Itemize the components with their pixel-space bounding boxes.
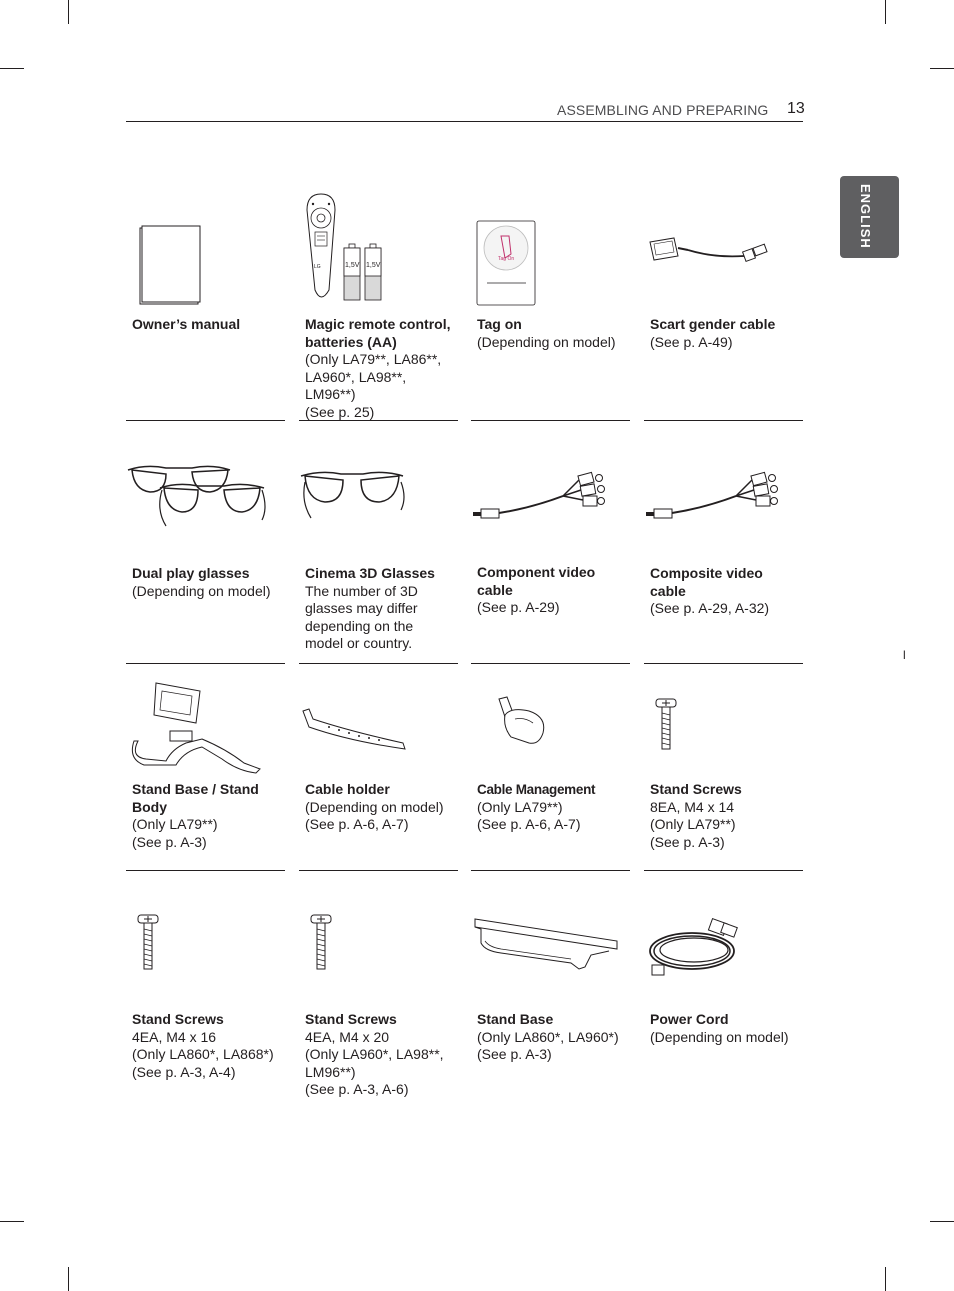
row-divider <box>644 870 803 871</box>
item-dual-play-glasses <box>126 440 284 663</box>
row-divider <box>471 663 630 664</box>
item-owners-manual <box>126 180 284 420</box>
item-component-video-cable <box>471 440 629 663</box>
item-stand-screws-m4x16 <box>126 905 284 1105</box>
svg-text:LG: LG <box>314 264 321 270</box>
cable-holder-icon <box>299 705 414 755</box>
row-divider <box>299 870 458 871</box>
cable-management-icon <box>471 693 556 753</box>
section-title: ASSEMBLING AND PREPARING <box>557 102 769 118</box>
item-note: The number of 3D glasses may differ depending on the model or country. <box>305 582 418 652</box>
item-composite-video-cable <box>644 440 802 663</box>
scart-cable-icon <box>644 230 774 275</box>
item-note: (Only LA79**) (See p. A-6, A-7) <box>477 798 581 833</box>
item-tag-on <box>471 180 629 420</box>
item-note: (Depending on model) <box>477 333 616 350</box>
stand-base-icon <box>471 915 621 975</box>
item-name: Tag on <box>477 316 522 332</box>
item-note: (See p. A-29, A-32) <box>650 600 770 617</box>
page-number: 13 <box>787 100 805 117</box>
row-divider <box>471 420 630 421</box>
item-name: Stand Base / Stand Body <box>132 781 259 815</box>
item-name: Power Cord <box>650 1011 729 1027</box>
item-name: Cable Management <box>477 782 596 797</box>
item-name: Owner’s manual <box>132 316 241 332</box>
item-note: (Depending on model) <box>650 1028 789 1045</box>
row-divider <box>471 870 630 871</box>
crop-mark <box>68 1267 69 1291</box>
power-cord-icon <box>644 913 744 981</box>
item-note: (See p. A-29) <box>477 599 560 616</box>
item-name: Component video cable <box>477 564 596 598</box>
battery-label: 1,5V <box>366 262 381 269</box>
crop-mark <box>0 68 24 69</box>
item-name: Stand Base <box>477 1011 554 1027</box>
item-name: Dual play glasses <box>132 565 250 581</box>
item-name: Stand Screws <box>305 1011 397 1027</box>
screw-icon <box>307 913 337 971</box>
item-cinema-3d-glasses <box>299 440 457 663</box>
item-scart-cable <box>644 180 802 420</box>
crop-mark <box>885 1267 886 1291</box>
row-divider <box>126 420 285 421</box>
composite-cable-icon <box>644 468 784 523</box>
stand-base-body-icon <box>126 679 266 774</box>
item-magic-remote <box>299 180 457 420</box>
manual-icon <box>126 220 206 310</box>
screw-icon <box>134 913 164 971</box>
item-note: (Only LA79**) (See p. A-3) <box>132 816 218 850</box>
crop-mark <box>930 68 954 69</box>
item-name: Composite video cable <box>650 565 763 599</box>
item-name: Magic remote control, batteries (AA) <box>305 316 451 350</box>
row-divider <box>644 663 803 664</box>
item-stand-screws-m4x14 <box>644 675 802 870</box>
component-cable-icon <box>471 468 611 523</box>
item-note: 4EA, M4 x 16 (Only LA860*, LA868*) (See p. A-3, A-4) <box>132 1028 274 1080</box>
crop-mark <box>0 1221 24 1222</box>
item-power-cord <box>644 905 802 1105</box>
row-divider <box>299 420 458 421</box>
row-divider <box>644 420 803 421</box>
item-name: Cable holder <box>305 781 390 797</box>
glasses-icon <box>299 468 409 523</box>
remote-icon <box>299 190 449 305</box>
row-divider <box>126 870 285 871</box>
item-stand-base <box>471 905 629 1105</box>
item-name: Cinema 3D Glasses <box>305 565 435 581</box>
crop-mark <box>885 0 886 24</box>
battery-label: 1,5V <box>345 262 360 269</box>
item-note: (See p. A-49) <box>650 333 733 350</box>
item-name: Stand Screws <box>650 781 742 797</box>
item-note: (Only LA860*, LA960*) (See p. A-3) <box>477 1028 619 1063</box>
language-tab-label: ENGLISH <box>858 184 873 249</box>
screw-icon <box>652 697 682 752</box>
language-tab <box>840 176 899 258</box>
tag-on-label: Tag On <box>498 256 515 262</box>
row-divider <box>299 663 458 664</box>
item-cable-management <box>471 675 629 870</box>
item-name: Scart gender cable <box>650 316 776 332</box>
tag-on-icon <box>471 220 541 310</box>
header-rule <box>126 121 803 122</box>
row-divider <box>126 663 285 664</box>
item-name: Stand Screws <box>132 1011 224 1027</box>
margin-mark: l <box>903 648 906 662</box>
item-note: 8EA, M4 x 14 (Only LA79**) (See p. A-3) <box>650 798 736 850</box>
item-note: (Only LA79**, LA86**, LA960*, LA98**, LM96**) (See p. 25) <box>305 351 442 420</box>
crop-mark <box>930 1221 954 1222</box>
dual-glasses-icon <box>126 460 271 530</box>
item-stand-screws-m4x20 <box>299 905 457 1105</box>
item-note: (Depending on model) <box>132 582 271 599</box>
item-cable-holder <box>299 675 457 870</box>
crop-mark <box>68 0 69 24</box>
item-note: (Depending on model) (See p. A-6, A-7) <box>305 798 444 833</box>
item-stand-base-body <box>126 675 284 870</box>
item-note: 4EA, M4 x 20 (Only LA960*, LA98**, LM96**) (See p. A-3, A-6) <box>305 1028 444 1098</box>
